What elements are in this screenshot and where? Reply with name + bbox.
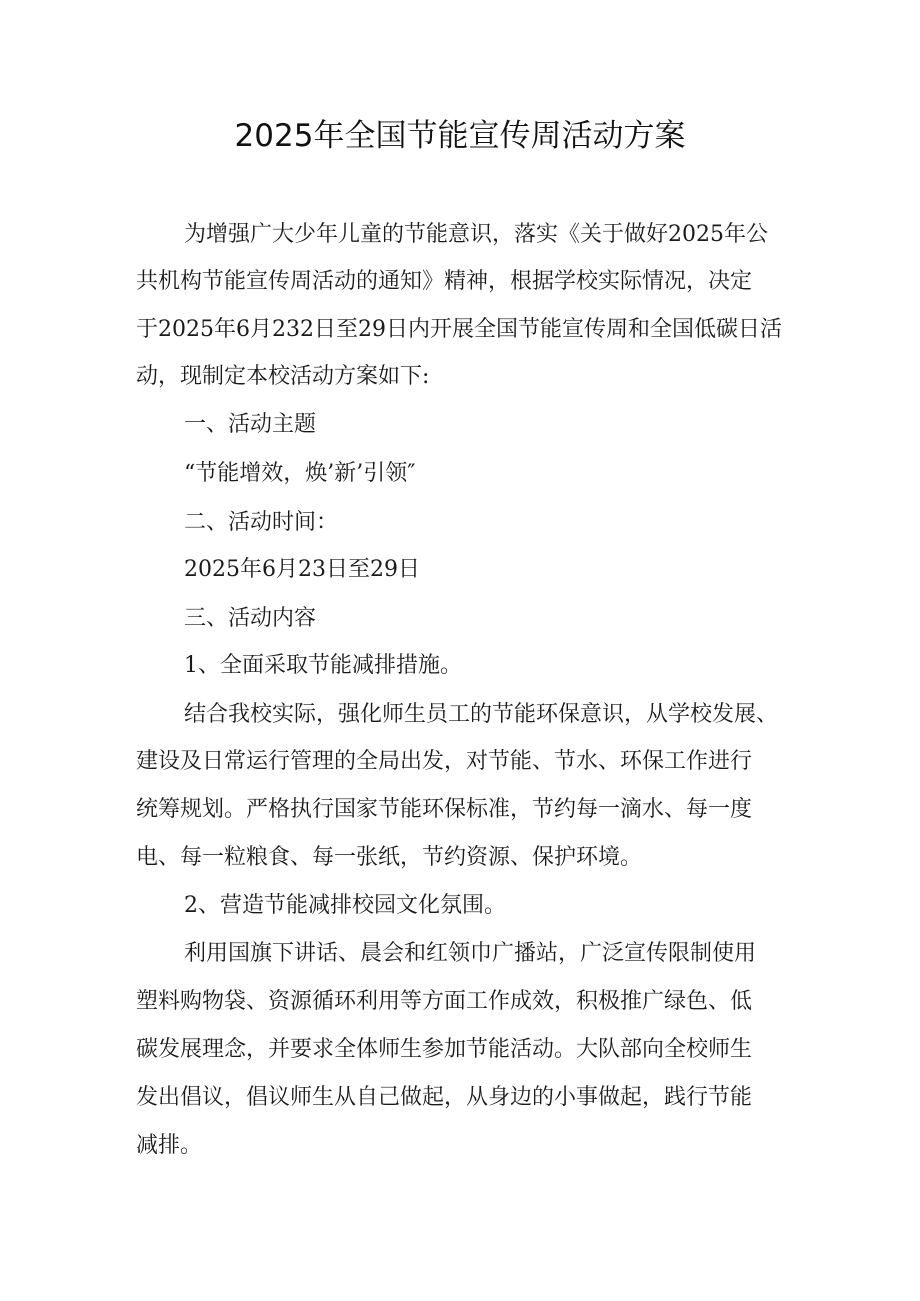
item-1-heading: 1、全面采取节能减排措施。 <box>184 653 462 678</box>
intro-line-1: 为增强广大少年儿童的节能意识，落实《关于做好2025年公 <box>184 222 768 247</box>
item-2-line-5: 减排。 <box>136 1133 203 1158</box>
item-1-line-4: 电、每一粒粮食、每一张纸，节约资源、保护环境。 <box>136 845 643 870</box>
activity-theme: “节能增效，焕’新’引领″ <box>184 461 416 486</box>
item-2-line-2: 塑料购物袋、资源循环利用等方面工作成效，积极推广绿色、低 <box>136 989 753 1014</box>
document-title: 2025年全国节能宣传周活动方案 <box>234 118 686 154</box>
item-2-line-1: 利用国旗下讲话、晨会和红领巾广播站，广泛宣传限制使用 <box>184 941 757 966</box>
item-2-heading: 2、营造节能减排校园文化氛围。 <box>184 893 506 918</box>
intro-line-4: 动，现制定本校活动方案如下: <box>136 364 430 389</box>
activity-date: 2025年6月23日至29日 <box>184 557 420 582</box>
item-1-line-1: 结合我校实际，强化师生员工的节能环保意识，从学校发展、 <box>184 702 779 727</box>
item-2-line-3: 碳发展理念，并要求全体师生参加节能活动。大队部向全校师生 <box>136 1037 753 1062</box>
section-3-heading: 三、活动内容 <box>184 606 317 631</box>
section-1-heading: 一、活动主题 <box>184 412 317 437</box>
intro-line-2: 共机构节能宣传周活动的通知》精神，根据学校实际情况，决定 <box>136 269 753 294</box>
item-2-line-4: 发出倡议，倡议师生从自己做起，从身边的小事做起，践行节能 <box>136 1085 753 1110</box>
intro-line-3: 于2025年6月232日至29日内开展全国节能宣传周和全国低碳日活 <box>136 317 782 342</box>
item-1-line-3: 统筹规划。严格执行国家节能环保标准，节约每一滴水、每一度 <box>136 797 753 822</box>
item-1-line-2: 建设及日常运行管理的全局出发，对节能、节水、环保工作进行 <box>136 749 753 774</box>
section-2-heading: 二、活动时间： <box>184 510 339 535</box>
